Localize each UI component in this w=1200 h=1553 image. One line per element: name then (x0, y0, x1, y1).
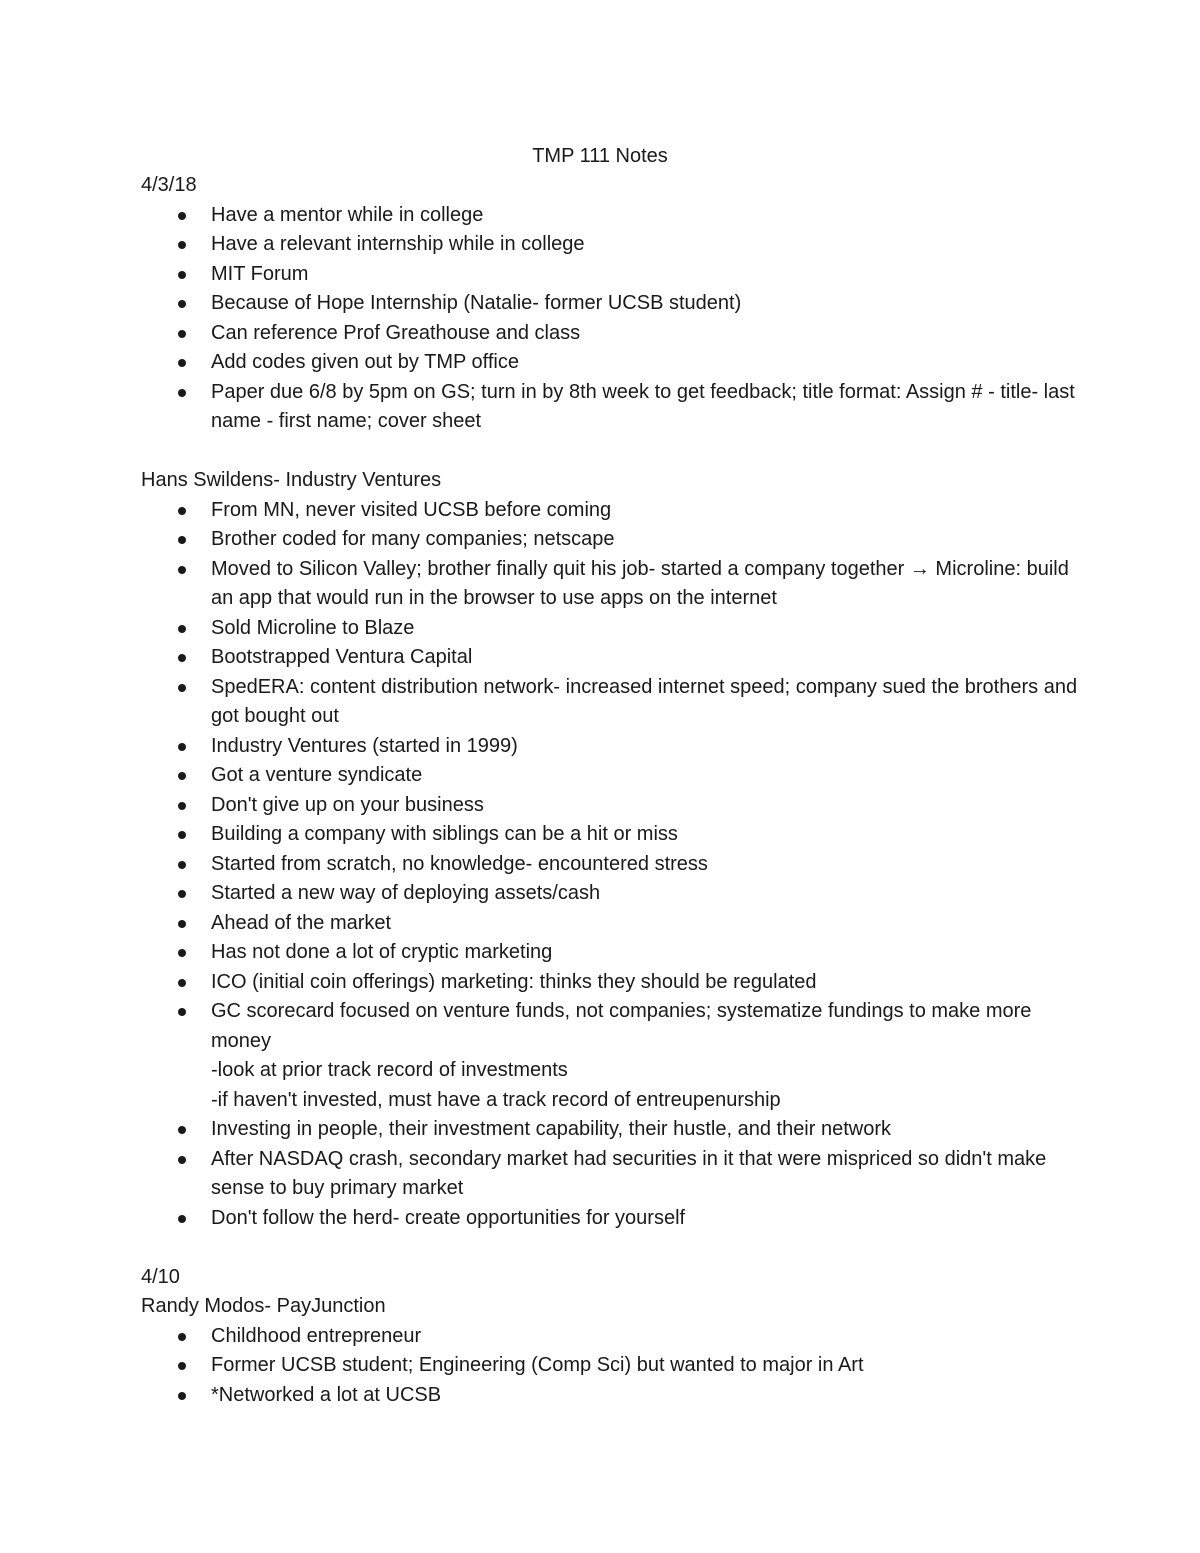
list-item (141, 791, 1081, 821)
list-item (141, 732, 1081, 762)
bullet-icon (178, 684, 186, 692)
bullet-icon (178, 979, 186, 987)
list-item (141, 201, 1081, 231)
list-item (141, 1322, 1081, 1352)
list-item-text: After NASDAQ crash, secondary market had securities in it that were mispriced so didn't make sense to buy primary market (211, 1147, 1047, 1199)
bullet-list (141, 496, 1081, 1234)
list-item (141, 909, 1081, 939)
document-body (141, 171, 1081, 1410)
list-item-text: Former UCSB student; Engineering (Comp Sci) but wanted to major in Art (211, 1354, 864, 1376)
list-item (141, 348, 1081, 378)
blank-line (141, 437, 1081, 467)
bullet-icon (178, 212, 186, 220)
list-item-text: From MN, never visited UCSB before coming (211, 498, 612, 521)
list-item-text: Started a new way of deploying assets/cash (211, 882, 601, 904)
list-item-text: Moved to Silicon Valley; brother finally quit his job- started a company together → Microline: build an app that would run in the browser to use apps on the internet (211, 557, 1069, 609)
list-item (141, 289, 1081, 319)
list-item-text: Brother coded for many companies; netscape (211, 528, 615, 550)
list-item-text: MIT Forum (211, 262, 309, 285)
list-item (141, 820, 1081, 850)
bullet-icon (178, 1392, 186, 1400)
bullet-list (141, 201, 1081, 437)
list-item-text: Industry Ventures (started in 1999) (211, 734, 518, 757)
bullet-icon (178, 1215, 186, 1223)
bullet-icon (178, 654, 186, 662)
list-item-text: Don't follow the herd- create opportunities for yourself (211, 1206, 686, 1229)
list-item-text: Investing in people, their investment capability, their hustle, and their network (211, 1118, 891, 1140)
bullet-icon (178, 1333, 186, 1341)
list-item (141, 1351, 1081, 1381)
list-item (141, 230, 1081, 260)
bullet-icon (178, 330, 186, 338)
bullet-icon (178, 1008, 186, 1016)
list-item-text: Building a company with siblings can be a hit or miss (211, 823, 678, 845)
list-item-text: Ahead of the market (211, 911, 392, 934)
list-item (141, 319, 1081, 349)
bullet-icon (178, 359, 186, 367)
list-item (141, 879, 1081, 909)
list-item-text: Can reference Prof Greathouse and class (211, 321, 581, 344)
list-item-text: Started from scratch, no knowledge- encountered stress (211, 852, 708, 875)
list-item-text: Sold Microline to Blaze (211, 616, 415, 639)
list-item (141, 673, 1081, 732)
list-item-text: Paper due 6/8 by 5pm on GS; turn in by 8th week to get feedback; title format: Assign # - title- last name - first name; cover sheet (211, 380, 1075, 432)
list-item-text: Has not done a lot of cryptic marketing (211, 941, 553, 963)
list-item (141, 260, 1081, 290)
list-item (141, 850, 1081, 880)
list-item (141, 1115, 1081, 1145)
bullet-icon (178, 861, 186, 869)
list-item (141, 938, 1081, 968)
bullet-icon (178, 536, 186, 544)
list-item-text: Have a mentor while in college (211, 203, 484, 226)
bullet-icon (178, 772, 186, 780)
list-item-text: Got a venture syndicate (211, 764, 423, 786)
bullet-icon (178, 625, 186, 633)
bullet-icon (178, 1126, 186, 1134)
list-item (141, 614, 1081, 644)
list-item (141, 968, 1081, 998)
list-item (141, 761, 1081, 791)
bullet-icon (178, 271, 186, 279)
list-item (141, 525, 1081, 555)
list-item-text: Add codes given out by TMP office (211, 351, 519, 373)
bullet-icon (178, 890, 186, 898)
document-title: TMP 111 Notes (532, 145, 668, 167)
bullet-list (141, 1322, 1081, 1411)
list-item (141, 1145, 1081, 1204)
bullet-icon (178, 566, 186, 574)
bullet-icon (178, 949, 186, 957)
bullet-icon (178, 241, 186, 249)
bullet-icon (178, 300, 186, 308)
blank-line (141, 1233, 1081, 1263)
list-item (141, 555, 1081, 614)
list-item (141, 378, 1081, 437)
list-item-text: ICO (initial coin offerings) marketing: thinks they should be regulated (211, 970, 817, 993)
section-heading: Randy Modos- PayJunction (141, 1295, 386, 1317)
section-date: 4/3/18 (141, 174, 197, 196)
bullet-icon (178, 743, 186, 751)
list-item-text: GC scorecard focused on venture funds, not companies; systematize fundings to make more money (211, 1000, 1032, 1052)
list-item-text: Have a relevant internship while in college (211, 233, 585, 255)
bullet-icon (178, 831, 186, 839)
list-item-text: Don't give up on your business (211, 793, 484, 816)
list-item (141, 997, 1081, 1115)
list-item (141, 496, 1081, 526)
bullet-icon (178, 1362, 186, 1370)
bullet-icon (178, 507, 186, 515)
bullet-icon (178, 1156, 186, 1164)
list-item-text: SpedERA: content distribution network- increased internet speed; company sued the brothers and got bought out (211, 675, 1078, 727)
list-item (141, 643, 1081, 673)
list-item-text: Because of Hope Internship (Natalie- former UCSB student) (211, 292, 742, 314)
bullet-icon (178, 389, 186, 397)
section-heading: Hans Swildens- Industry Ventures (141, 469, 442, 491)
list-item (141, 1381, 1081, 1411)
bullet-icon (178, 920, 186, 928)
section-date: 4/10 (141, 1265, 180, 1288)
list-item-text: *Networked a lot at UCSB (211, 1383, 442, 1406)
sub-line: -look at prior track record of investments (211, 1059, 568, 1081)
bullet-icon (178, 802, 186, 810)
list-item-text: Bootstrapped Ventura Capital (211, 646, 473, 668)
list-item (141, 1204, 1081, 1234)
sub-line: -if haven't invested, must have a track record of entreupenurship (211, 1088, 781, 1111)
list-item-text: Childhood entrepreneur (211, 1324, 422, 1347)
